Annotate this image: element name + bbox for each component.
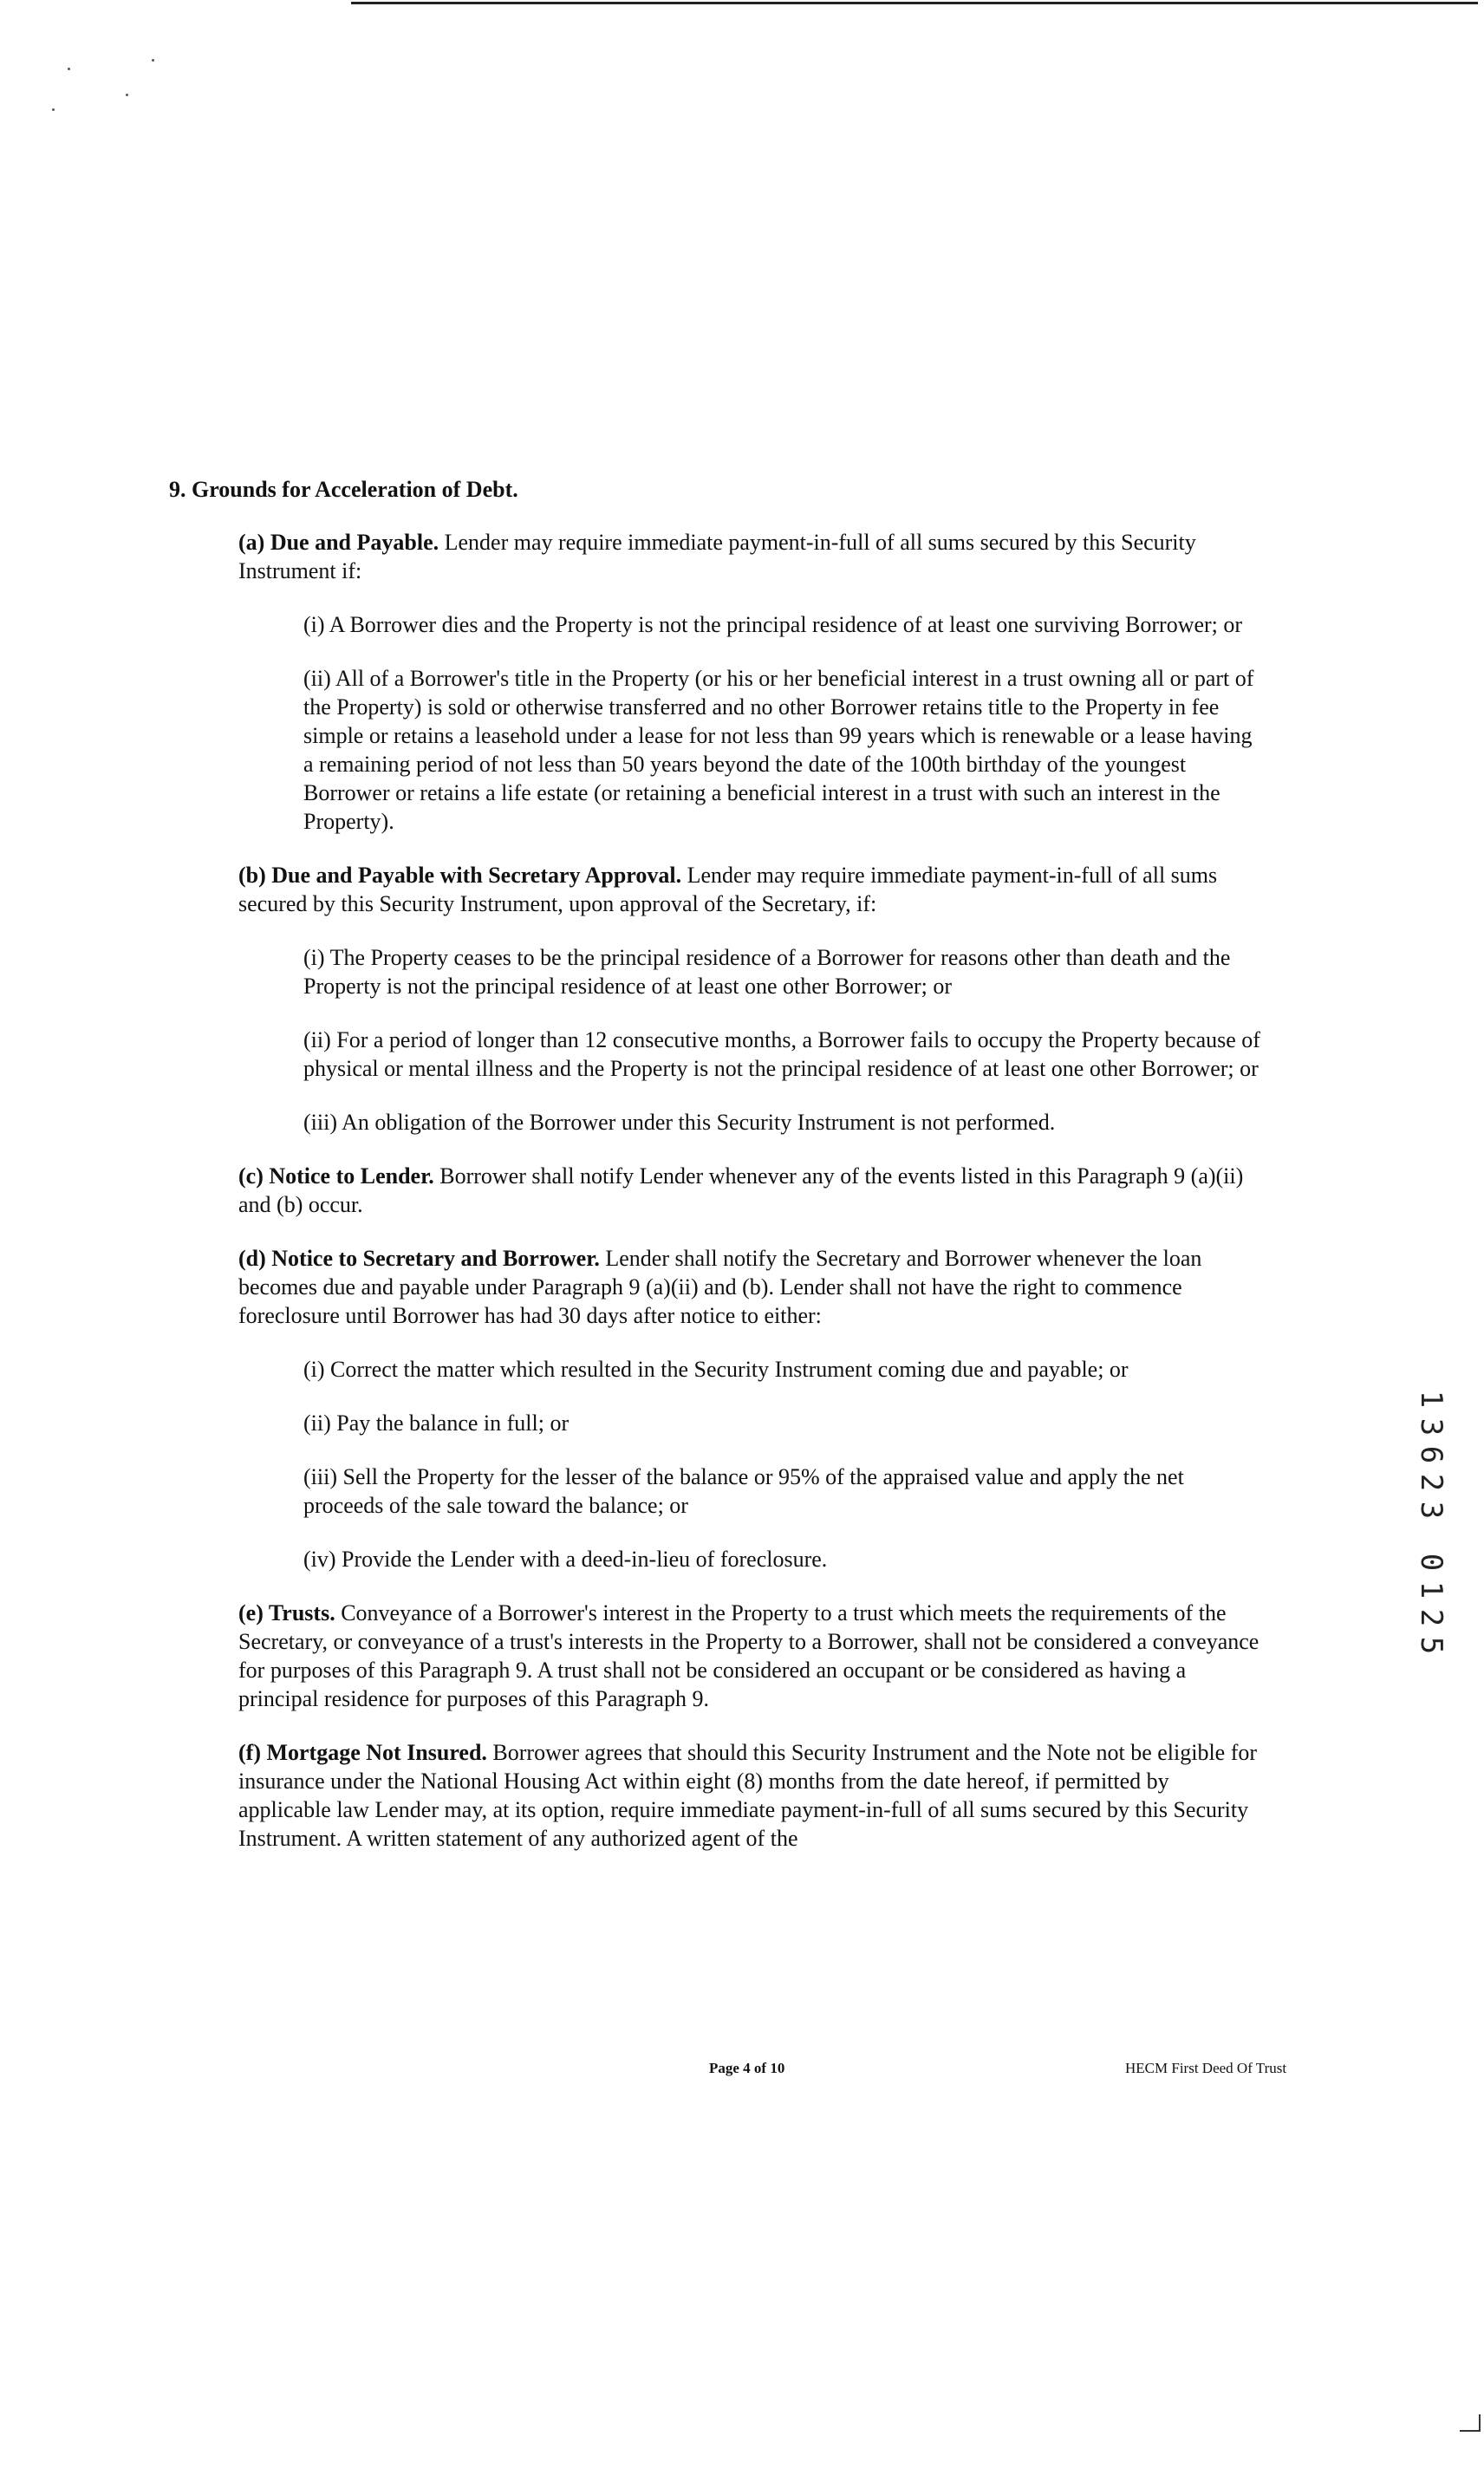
stamp-digit: 2 [1413, 1608, 1448, 1627]
paragraph-text: Lender may require immediate payment-in-full of all sums secured by this Security Instrument, upon approval of the Secretary, if: [238, 863, 1218, 916]
stamp-digit: 1 [1413, 1580, 1448, 1599]
paragraph-text: Conveyance of a Borrower's interest in the Property to a trust which meets the requirements of the Secretary, or conveyance of a trust's interests in the Property to a Borrower, shall not be considered a conveyance for purposes of this Paragraph 9. A trust shall not be considered an occupant or be considered as having a principal residence for purposes of this Paragraph 9. [238, 1600, 1259, 1711]
paragraph-label: (a) Due and Payable. [238, 530, 439, 555]
list-item: (ii) For a period of longer than 12 consecutive months, a Borrower fails to occupy the Property because of physical or mental illness and the Property is not the principal residence of at least one other Borrower; or [303, 1027, 1260, 1081]
list-item: (iii) Sell the Property for the lesser of the balance or 95% of the appraised value and apply the net proceeds of the sale toward the balance; or [303, 1464, 1184, 1518]
recording-stamp [1413, 1385, 1448, 1659]
list-item: (iii) An obligation of the Borrower under this Security Instrument is not performed. [303, 1110, 1056, 1135]
list-item: (ii) Pay the balance in full; or [303, 1410, 570, 1436]
stamp-digit: 1 [1413, 1390, 1448, 1409]
stamp-digit: 5 [1413, 1636, 1448, 1655]
paragraph-d [238, 1244, 1261, 1330]
paragraph-c [238, 1162, 1261, 1219]
form-name: HECM First Deed Of Trust [1125, 2060, 1287, 2076]
list-item: (i) The Property ceases to be the principal residence of a Borrower for reasons other than death and the Property is not the principal residence of at least one other Borrower; or [303, 945, 1231, 999]
stamp-digit: 0 [1413, 1553, 1448, 1572]
paragraph-text: Lender may require immediate payment-in-full of all sums secured by this Security Instrument if: [238, 530, 1196, 583]
stamp-digit: 3 [1413, 1501, 1448, 1520]
stamp-digit: 6 [1413, 1445, 1448, 1464]
scan-corner-mark [1460, 2414, 1481, 2432]
list-item: (i) Correct the matter which resulted in the Security Instrument coming due and payable; or [303, 1357, 1129, 1382]
scan-speck [126, 94, 128, 96]
paragraph-label: (f) Mortgage Not Insured. [238, 1740, 487, 1765]
paragraph-text: Lender shall notify the Secretary and Borrower whenever the loan becomes due and payable under Paragraph 9 (a)(ii) and (b). Lender shall not have the right to commence foreclosure until Borrower has had 30 days after notice to either: [238, 1246, 1202, 1328]
document-body [169, 475, 1261, 1878]
paragraph-b [238, 861, 1261, 918]
paragraph-label: (d) Notice to Secretary and Borrower. [238, 1246, 600, 1271]
paragraph-a [238, 528, 1261, 585]
top-scan-rule [351, 2, 1478, 4]
paragraph-label: (c) Notice to Lender. [238, 1163, 434, 1189]
page-number: Page 4 of 10 [709, 2060, 785, 2076]
list-item: (iv) Provide the Lender with a deed-in-lieu of foreclosure. [303, 1547, 828, 1572]
scan-speck [68, 68, 70, 70]
list-item: (i) A Borrower dies and the Property is not the principal residence of at least one surviving Borrower; or [303, 612, 1243, 637]
stamp-digit: 3 [1413, 1417, 1448, 1436]
scan-speck [152, 59, 154, 62]
paragraph-text: Borrower agrees that should this Security Instrument and the Note not be eligible for insurance under the National Housing Act within eight (8) months from the date hereof, if permitted by applicable law Lender may, at its option, require immediate payment-in-full of all sums secured by this Security Instrument. A written statement of any authorized agent of the [238, 1740, 1258, 1851]
scan-speck [52, 108, 55, 111]
paragraph-label: (b) Due and Payable with Secretary Approval. [238, 863, 682, 888]
section-heading: 9. Grounds for Acceleration of Debt. [169, 477, 518, 502]
stamp-digit: 2 [1413, 1473, 1448, 1492]
paragraph-e [238, 1599, 1261, 1713]
paragraph-text: Borrower shall notify Lender whenever any of the events listed in this Paragraph 9 (a)(ii) and (b) occur. [238, 1163, 1244, 1217]
paragraph-f [238, 1738, 1261, 1853]
paragraph-label: (e) Trusts. [238, 1600, 335, 1625]
list-item: (ii) All of a Borrower's title in the Property (or his or her beneficial interest in a trust owning all or part of the Property) is sold or otherwise transferred and no other Borrower retains title to the Property in fee simple or retains a leasehold under a lease for not less than 99 years which is renewable or a lease having a remaining period of not less than 50 years beyond the date of the 100th birthday of the youngest Borrower or retains a life estate (or retaining a beneficial interest in a trust with such an interest in the Property). [303, 666, 1254, 834]
